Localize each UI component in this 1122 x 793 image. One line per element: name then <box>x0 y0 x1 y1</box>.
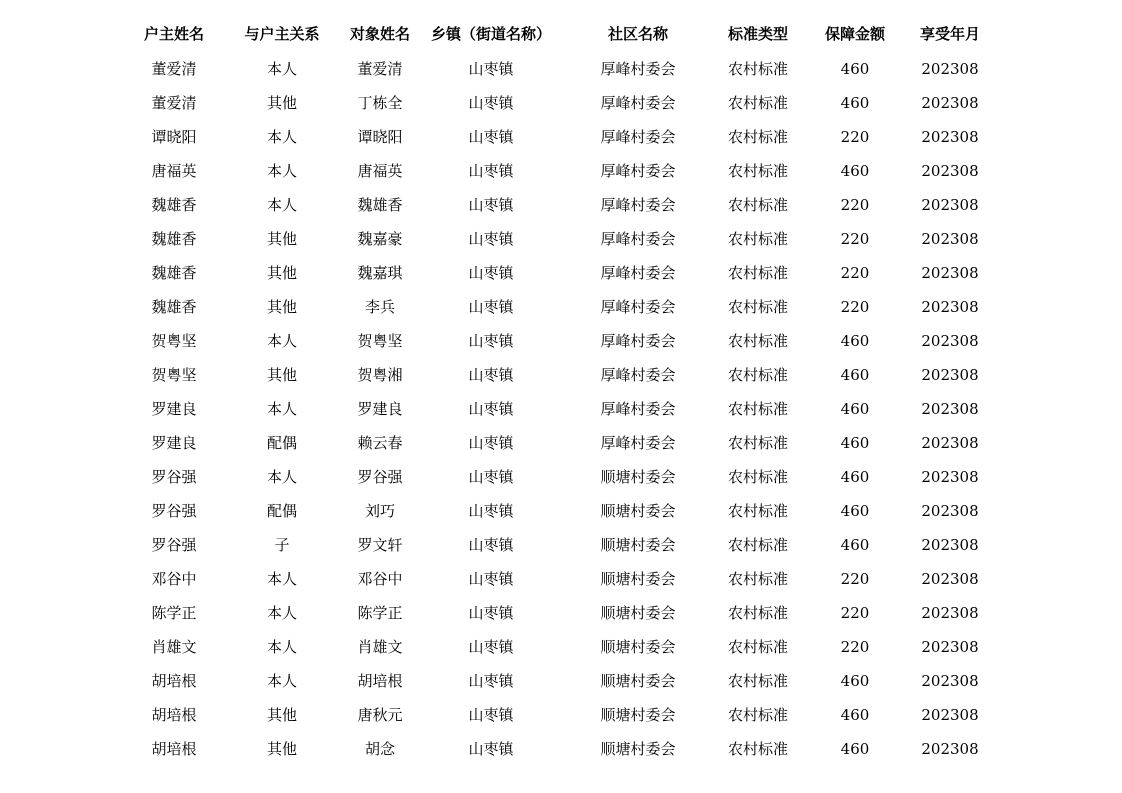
cell-standard-type: 农村标准 <box>727 638 788 656</box>
cell-standard-type: 农村标准 <box>727 400 788 418</box>
cell-standard-type: 农村标准 <box>727 230 788 248</box>
cell-period: 202308 <box>921 706 979 724</box>
cell-township: 山枣镇 <box>468 468 514 486</box>
cell-household-head-name: 魏雄香 <box>151 298 197 316</box>
table-row <box>0 460 1122 494</box>
cell-standard-type: 农村标准 <box>727 706 788 724</box>
cell-township: 山枣镇 <box>468 434 514 452</box>
cell-community: 顺塘村委会 <box>600 740 676 758</box>
table-row <box>0 392 1122 426</box>
cell-community: 顺塘村委会 <box>600 536 676 554</box>
table-row <box>0 188 1122 222</box>
cell-beneficiary-name: 罗谷强 <box>357 468 403 486</box>
cell-township: 山枣镇 <box>468 332 514 350</box>
cell-standard-type: 农村标准 <box>727 162 788 180</box>
cell-period: 202308 <box>921 502 979 520</box>
cell-community: 厚峰村委会 <box>600 400 676 418</box>
cell-household-head-name: 魏雄香 <box>151 230 197 248</box>
cell-period: 202308 <box>921 60 979 78</box>
cell-household-head-name: 罗建良 <box>151 434 197 452</box>
cell-relation-to-head: 本人 <box>266 196 297 214</box>
cell-relation-to-head: 其他 <box>266 230 297 248</box>
table-row <box>0 120 1122 154</box>
cell-standard-type: 农村标准 <box>727 60 788 78</box>
cell-amount: 220 <box>840 638 870 656</box>
header-amount: 保障金额 <box>824 25 885 43</box>
cell-period: 202308 <box>921 332 979 350</box>
cell-period: 202308 <box>921 94 979 112</box>
cell-household-head-name: 谭晓阳 <box>151 128 197 146</box>
cell-relation-to-head: 其他 <box>266 706 297 724</box>
cell-household-head-name: 魏雄香 <box>151 264 197 282</box>
cell-township: 山枣镇 <box>468 196 514 214</box>
table-row <box>0 698 1122 732</box>
cell-period: 202308 <box>921 264 979 282</box>
cell-household-head-name: 罗谷强 <box>151 536 197 554</box>
cell-relation-to-head: 本人 <box>266 638 297 656</box>
cell-relation-to-head: 配偶 <box>266 502 297 520</box>
table-row <box>0 664 1122 698</box>
cell-beneficiary-name: 唐福英 <box>357 162 403 180</box>
cell-township: 山枣镇 <box>468 162 514 180</box>
cell-amount: 220 <box>840 230 870 248</box>
header-community: 社区名称 <box>607 25 668 43</box>
cell-period: 202308 <box>921 196 979 214</box>
header-beneficiary-name: 对象姓名 <box>349 25 410 43</box>
cell-beneficiary-name: 邓谷中 <box>357 570 403 588</box>
header-period: 享受年月 <box>919 25 980 43</box>
cell-relation-to-head: 配偶 <box>266 434 297 452</box>
header-relation-to-head: 与户主关系 <box>244 25 320 43</box>
cell-amount: 460 <box>840 502 870 520</box>
table-row <box>0 596 1122 630</box>
cell-community: 顺塘村委会 <box>600 672 676 690</box>
cell-period: 202308 <box>921 638 979 656</box>
table-row <box>0 630 1122 664</box>
cell-standard-type: 农村标准 <box>727 94 788 112</box>
cell-amount: 460 <box>840 94 870 112</box>
cell-relation-to-head: 其他 <box>266 264 297 282</box>
cell-standard-type: 农村标准 <box>727 264 788 282</box>
cell-beneficiary-name: 谭晓阳 <box>357 128 403 146</box>
cell-household-head-name: 陈学正 <box>151 604 197 622</box>
cell-beneficiary-name: 魏嘉琪 <box>357 264 403 282</box>
cell-community: 厚峰村委会 <box>600 366 676 384</box>
cell-household-head-name: 肖雄文 <box>151 638 197 656</box>
cell-amount: 460 <box>840 366 870 384</box>
cell-community: 顺塘村委会 <box>600 570 676 588</box>
cell-standard-type: 农村标准 <box>727 502 788 520</box>
cell-relation-to-head: 本人 <box>266 400 297 418</box>
cell-standard-type: 农村标准 <box>727 434 788 452</box>
table-row <box>0 494 1122 528</box>
cell-household-head-name: 罗谷强 <box>151 468 197 486</box>
cell-township: 山枣镇 <box>468 604 514 622</box>
cell-household-head-name: 胡培根 <box>151 672 197 690</box>
cell-community: 厚峰村委会 <box>600 298 676 316</box>
table-row <box>0 358 1122 392</box>
cell-relation-to-head: 本人 <box>266 672 297 690</box>
cell-community: 厚峰村委会 <box>600 60 676 78</box>
cell-amount: 220 <box>840 604 870 622</box>
cell-community: 厚峰村委会 <box>600 230 676 248</box>
cell-period: 202308 <box>921 672 979 690</box>
cell-community: 顺塘村委会 <box>600 638 676 656</box>
cell-beneficiary-name: 罗建良 <box>357 400 403 418</box>
cell-period: 202308 <box>921 298 979 316</box>
cell-period: 202308 <box>921 536 979 554</box>
cell-standard-type: 农村标准 <box>727 128 788 146</box>
cell-township: 山枣镇 <box>468 298 514 316</box>
cell-relation-to-head: 本人 <box>266 60 297 78</box>
cell-period: 202308 <box>921 434 979 452</box>
cell-period: 202308 <box>921 400 979 418</box>
cell-standard-type: 农村标准 <box>727 672 788 690</box>
cell-standard-type: 农村标准 <box>727 536 788 554</box>
cell-standard-type: 农村标准 <box>727 196 788 214</box>
table-row <box>0 86 1122 120</box>
cell-amount: 460 <box>840 468 870 486</box>
table-row <box>0 256 1122 290</box>
cell-household-head-name: 贺粤坚 <box>151 366 197 384</box>
cell-relation-to-head: 本人 <box>266 332 297 350</box>
cell-period: 202308 <box>921 230 979 248</box>
cell-beneficiary-name: 胡培根 <box>357 672 403 690</box>
table-row <box>0 732 1122 766</box>
cell-period: 202308 <box>921 128 979 146</box>
cell-amount: 220 <box>840 196 870 214</box>
cell-township: 山枣镇 <box>468 60 514 78</box>
table-row <box>0 528 1122 562</box>
cell-community: 厚峰村委会 <box>600 162 676 180</box>
cell-beneficiary-name: 丁栋全 <box>357 94 403 112</box>
cell-community: 厚峰村委会 <box>600 128 676 146</box>
cell-standard-type: 农村标准 <box>727 468 788 486</box>
header-household-head-name: 户主姓名 <box>143 25 204 43</box>
cell-township: 山枣镇 <box>468 502 514 520</box>
cell-community: 顺塘村委会 <box>600 706 676 724</box>
cell-amount: 220 <box>840 298 870 316</box>
table-row <box>0 222 1122 256</box>
cell-community: 顺塘村委会 <box>600 468 676 486</box>
cell-relation-to-head: 本人 <box>266 604 297 622</box>
table-row <box>0 290 1122 324</box>
cell-period: 202308 <box>921 468 979 486</box>
cell-period: 202308 <box>921 570 979 588</box>
cell-community: 顺塘村委会 <box>600 502 676 520</box>
cell-household-head-name: 胡培根 <box>151 740 197 758</box>
cell-amount: 460 <box>840 162 870 180</box>
table-row <box>0 426 1122 460</box>
cell-amount: 220 <box>840 128 870 146</box>
cell-relation-to-head: 其他 <box>266 298 297 316</box>
cell-relation-to-head: 本人 <box>266 570 297 588</box>
cell-township: 山枣镇 <box>468 230 514 248</box>
cell-amount: 460 <box>840 706 870 724</box>
cell-household-head-name: 董爱清 <box>151 60 197 78</box>
cell-community: 厚峰村委会 <box>600 94 676 112</box>
cell-period: 202308 <box>921 162 979 180</box>
header-township: 乡镇（街道名称） <box>430 25 551 43</box>
cell-standard-type: 农村标准 <box>727 366 788 384</box>
cell-township: 山枣镇 <box>468 638 514 656</box>
cell-amount: 220 <box>840 570 870 588</box>
cell-township: 山枣镇 <box>468 536 514 554</box>
cell-beneficiary-name: 贺粤湘 <box>357 366 403 384</box>
cell-beneficiary-name: 唐秋元 <box>357 706 403 724</box>
cell-relation-to-head: 本人 <box>266 162 297 180</box>
cell-relation-to-head: 其他 <box>266 94 297 112</box>
cell-township: 山枣镇 <box>468 400 514 418</box>
cell-township: 山枣镇 <box>468 264 514 282</box>
cell-standard-type: 农村标准 <box>727 604 788 622</box>
cell-relation-to-head: 其他 <box>266 366 297 384</box>
cell-beneficiary-name: 李兵 <box>364 298 395 316</box>
cell-township: 山枣镇 <box>468 672 514 690</box>
table-row <box>0 154 1122 188</box>
cell-beneficiary-name: 赖云春 <box>357 434 403 452</box>
cell-township: 山枣镇 <box>468 706 514 724</box>
cell-household-head-name: 魏雄香 <box>151 196 197 214</box>
cell-amount: 460 <box>840 536 870 554</box>
table-header-row <box>0 17 1122 51</box>
cell-community: 厚峰村委会 <box>600 264 676 282</box>
cell-township: 山枣镇 <box>468 740 514 758</box>
cell-beneficiary-name: 魏嘉豪 <box>357 230 403 248</box>
cell-community: 厚峰村委会 <box>600 434 676 452</box>
cell-household-head-name: 罗谷强 <box>151 502 197 520</box>
cell-period: 202308 <box>921 604 979 622</box>
cell-beneficiary-name: 胡念 <box>364 740 395 758</box>
cell-standard-type: 农村标准 <box>727 332 788 350</box>
cell-household-head-name: 胡培根 <box>151 706 197 724</box>
cell-period: 202308 <box>921 740 979 758</box>
cell-beneficiary-name: 肖雄文 <box>357 638 403 656</box>
cell-township: 山枣镇 <box>468 366 514 384</box>
cell-amount: 460 <box>840 60 870 78</box>
cell-household-head-name: 罗建良 <box>151 400 197 418</box>
cell-beneficiary-name: 刘巧 <box>364 502 395 520</box>
cell-relation-to-head: 本人 <box>266 468 297 486</box>
cell-period: 202308 <box>921 366 979 384</box>
cell-household-head-name: 唐福英 <box>151 162 197 180</box>
cell-community: 厚峰村委会 <box>600 196 676 214</box>
cell-beneficiary-name: 魏雄香 <box>357 196 403 214</box>
cell-beneficiary-name: 贺粤坚 <box>357 332 403 350</box>
cell-relation-to-head: 本人 <box>266 128 297 146</box>
cell-amount: 460 <box>840 740 870 758</box>
cell-amount: 460 <box>840 434 870 452</box>
header-standard-type: 标准类型 <box>727 25 788 43</box>
cell-beneficiary-name: 陈学正 <box>357 604 403 622</box>
cell-township: 山枣镇 <box>468 570 514 588</box>
cell-relation-to-head: 其他 <box>266 740 297 758</box>
table-row <box>0 324 1122 358</box>
cell-beneficiary-name: 罗文轩 <box>357 536 403 554</box>
cell-household-head-name: 贺粤坚 <box>151 332 197 350</box>
cell-amount: 220 <box>840 264 870 282</box>
table-row <box>0 52 1122 86</box>
cell-township: 山枣镇 <box>468 128 514 146</box>
cell-amount: 460 <box>840 332 870 350</box>
cell-household-head-name: 董爱清 <box>151 94 197 112</box>
cell-amount: 460 <box>840 400 870 418</box>
cell-beneficiary-name: 董爱清 <box>357 60 403 78</box>
cell-community: 厚峰村委会 <box>600 332 676 350</box>
table-row <box>0 562 1122 596</box>
cell-standard-type: 农村标准 <box>727 570 788 588</box>
cell-community: 顺塘村委会 <box>600 604 676 622</box>
cell-standard-type: 农村标准 <box>727 740 788 758</box>
cell-amount: 460 <box>840 672 870 690</box>
cell-household-head-name: 邓谷中 <box>151 570 197 588</box>
cell-relation-to-head: 子 <box>274 536 290 554</box>
cell-township: 山枣镇 <box>468 94 514 112</box>
cell-standard-type: 农村标准 <box>727 298 788 316</box>
